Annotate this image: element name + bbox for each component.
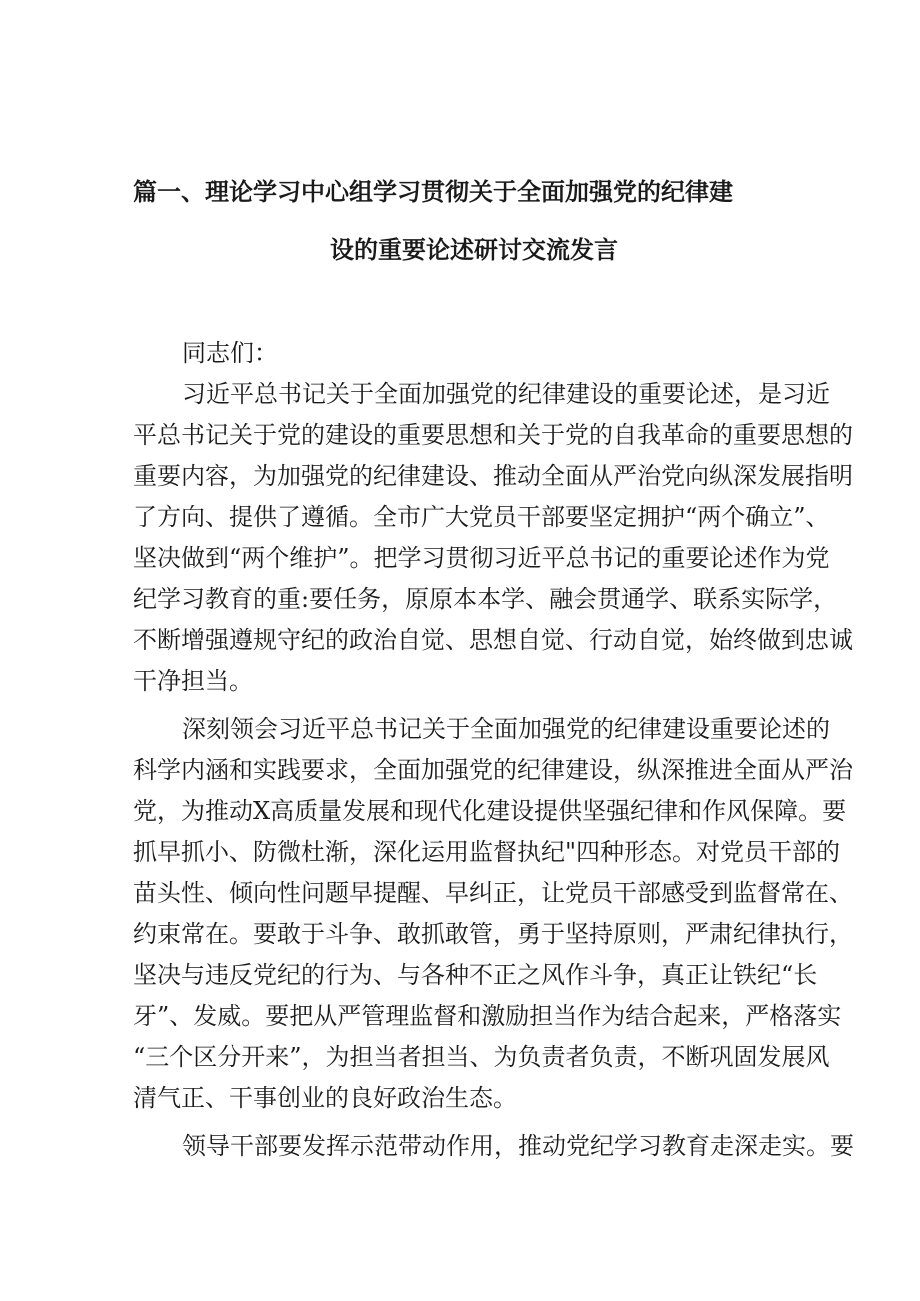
paragraph-line: 不断增强遵规守纪的政治自觉、思想自觉、行动自觉，始终做到忠诚 xyxy=(133,626,853,654)
paragraph-line: 平总书记关于党的建设的重要思想和关于党的自我革命的重要思想的 xyxy=(133,421,853,449)
paragraph-2 xyxy=(133,709,853,1119)
paragraph-line: 重要内容，为加强党的纪律建设、推动全面从严治党向纵深发展指明 xyxy=(133,462,853,490)
document-title-line-1: 篇一、理论学习中心组学习贯彻关于全面加强党的纪律建 xyxy=(133,178,733,206)
paragraph-line: 苗头性、倾向性问题早提醒、早纠正，让党员干部感受到监督常在、 xyxy=(133,879,853,907)
paragraph-line: 习近平总书记关于全面加强党的纪律建设的重要论述，是习近 xyxy=(182,380,830,408)
paragraph-line: 牙”、发威。要把从严管理监督和激励担当作为结合起来，严格落实 xyxy=(133,1002,842,1030)
document-body xyxy=(133,333,854,1167)
paragraph-line: 坚决做到“两个维护”。把学习贯彻习近平总书记的重要论述作为党 xyxy=(133,544,830,572)
paragraph-3 xyxy=(133,1126,854,1167)
paragraph-1 xyxy=(133,374,853,702)
paragraph-line: 抓早抓小、防微杜渐，深化运用监督执纪"四种形态。对党员干部的 xyxy=(133,838,841,866)
paragraph-line: 科学内涵和实践要求，全面加强党的纪律建设，纵深推进全面从严治 xyxy=(133,756,853,784)
paragraph-gap xyxy=(133,702,793,709)
paragraph-line: 清气正、干事创业的良好政治生态。 xyxy=(133,1084,517,1112)
paragraph-line: 了方向、提供了遵循。全市广大党员干部要坚定拥护“两个确立”、 xyxy=(133,503,830,531)
paragraph-line: 约束常在。要敢于斗争、敢抓敢管，勇于坚持原则，严肃纪律执行， xyxy=(133,920,853,948)
paragraph-gap xyxy=(133,1119,793,1126)
paragraph-line: 坚决与违反党纪的行为、与各种不正之风作斗争，真正让铁纪“长 xyxy=(133,961,818,989)
salutation: 同志们： xyxy=(182,339,278,367)
paragraph-line: 领导干部要发挥示范带动作用，推动党纪学习教育走深走实。要 xyxy=(182,1132,854,1160)
paragraph-line: 党，为推动X高质量发展和现代化建设提供坚强纪律和作风保障。要 xyxy=(133,797,847,825)
paragraph-line: “三个区分开来”，为担当者担当、为负责者负责，不断巩固发展风 xyxy=(133,1043,830,1071)
paragraph-line: 纪学习教育的重:要任务，原原本本学、融会贯通学、联系实际学， xyxy=(133,585,838,613)
paragraph-line: 干净担当。 xyxy=(133,667,253,695)
document-title-line-2: 设的重要论述研讨交流发言 xyxy=(330,236,618,264)
paragraph-line: 深刻领会习近平总书记关于全面加强党的纪律建设重要论述的 xyxy=(182,715,830,743)
